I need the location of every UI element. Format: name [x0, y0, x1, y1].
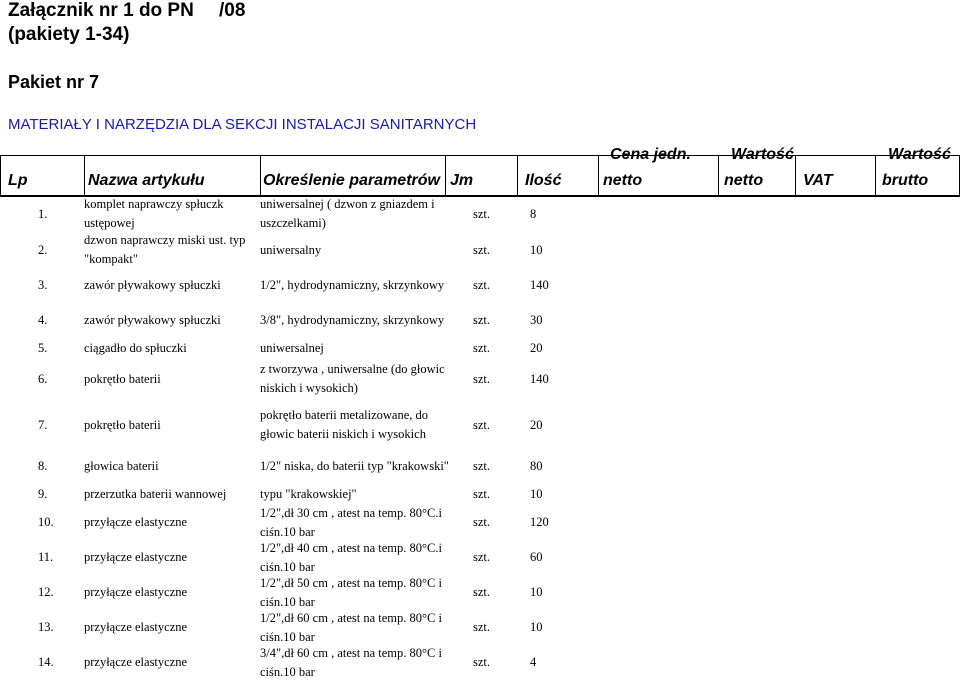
row-params-line: ciśn.10 bar: [260, 595, 315, 609]
row-jm: szt.: [473, 278, 491, 292]
col-header-vat: VAT: [803, 172, 833, 189]
row-name: zawór pływakowy spłuczki: [84, 313, 221, 327]
row-params: 1/2" niska, do baterii typ "krakowski": [260, 459, 449, 473]
row-qty: 10: [530, 585, 543, 599]
col-header-price-top: [610, 146, 691, 167]
row-lp: 12.: [38, 585, 54, 599]
row-name: ciągadło do spłuczki: [84, 341, 187, 355]
grid-line-vertical: [598, 155, 599, 196]
row-qty: 20: [530, 341, 543, 355]
grid-line-horizontal: [0, 155, 960, 156]
row-params-line: ciśn.10 bar: [260, 665, 315, 679]
row-lp: 11.: [38, 550, 54, 564]
row-qty: 10: [530, 487, 543, 501]
row-params-line: uniwersalnej ( dzwon z gniazdem i: [260, 197, 435, 211]
col-header-gross-top: [888, 146, 951, 167]
row-params-line: 1/2",dł 60 cm , atest na temp. 80°C i: [260, 611, 442, 625]
row-qty: 60: [530, 550, 543, 564]
row-params-line: pokrętło baterii metalizowane, do: [260, 408, 428, 422]
col-header-qty: Ilość: [525, 172, 562, 189]
row-jm: szt.: [473, 515, 491, 529]
row-name: pokrętło baterii: [84, 372, 161, 386]
row-params: uniwersalny: [260, 243, 322, 257]
row-params-line: 1/2",dł 30 cm , atest na temp. 80°C.i: [260, 506, 442, 520]
row-params: uniwersalnej: [260, 341, 324, 355]
row-name: pokrętło baterii: [84, 418, 161, 432]
row-params-line: niskich i wysokich): [260, 381, 358, 395]
row-params-line: głowic baterii niskich i wysokich: [260, 427, 426, 441]
row-jm: szt.: [473, 243, 491, 257]
row-name: przyłącze elastyczne: [84, 655, 188, 669]
row-params-line: ciśn.10 bar: [260, 525, 315, 539]
row-jm: szt.: [473, 585, 491, 599]
attachment-title: Załącznik nr 1 do PN: [8, 0, 194, 21]
row-qty: 140: [530, 278, 549, 292]
row-name-line: dzwon naprawczy miski ust. typ: [84, 233, 246, 247]
col-header-price-top-text: Cena jedn.: [610, 146, 691, 163]
row-name: przyłącze elastyczne: [84, 585, 188, 599]
col-header-name: Nazwa artykułu: [88, 172, 205, 189]
row-name-line: "kompakt": [84, 252, 138, 266]
row-qty: 4: [530, 655, 537, 669]
row-lp: 7.: [38, 418, 48, 432]
row-jm: szt.: [473, 487, 491, 501]
row-params-line: uszczelkami): [260, 216, 326, 230]
row-qty: 10: [530, 243, 543, 257]
col-header-net-top: [731, 146, 794, 167]
row-lp: 13.: [38, 620, 54, 634]
row-name-line: komplet naprawczy spłuczk: [84, 197, 224, 211]
section-title: MATERIAŁY I NARZĘDZIA DLA SEKCJI INSTALACJI SANITARNYCH: [8, 116, 477, 133]
row-qty: 10: [530, 620, 543, 634]
grid-line-vertical: [875, 155, 876, 196]
row-params-line: ciśn.10 bar: [260, 560, 315, 574]
row-jm: szt.: [473, 207, 491, 221]
grid-line-vertical: [260, 155, 261, 196]
row-jm: szt.: [473, 550, 491, 564]
col-header-net-top-text: Wartość: [731, 146, 794, 163]
row-lp: 14.: [38, 655, 54, 669]
row-jm: szt.: [473, 341, 491, 355]
row-jm: szt.: [473, 418, 491, 432]
row-params-line: 1/2",dł 50 cm , atest na temp. 80°C i: [260, 576, 442, 590]
row-lp: 9.: [38, 487, 48, 501]
col-header-price-bottom: netto: [603, 172, 643, 189]
row-name-line: ustępowej: [84, 216, 135, 230]
row-name: przerzutka baterii wannowej: [84, 487, 227, 501]
package-title: Pakiet nr 7: [8, 72, 100, 92]
grid-line-vertical: [718, 155, 719, 196]
row-lp: 5.: [38, 341, 48, 355]
grid-line-vertical: [445, 155, 446, 196]
row-lp: 3.: [38, 278, 48, 292]
package-range: (pakiety 1-34): [8, 24, 130, 45]
row-jm: szt.: [473, 313, 491, 327]
row-params: typu "krakowskiej": [260, 487, 357, 501]
row-qty: 30: [530, 313, 543, 327]
grid-line-vertical: [795, 155, 796, 196]
row-qty: 140: [530, 372, 549, 386]
col-header-gross-bottom: brutto: [882, 172, 929, 189]
row-jm: szt.: [473, 620, 491, 634]
row-qty: 120: [530, 515, 549, 529]
row-lp: 6.: [38, 372, 48, 386]
row-params-line: 1/2",dł 40 cm , atest na temp. 80°C.i: [260, 541, 442, 555]
row-name: przyłącze elastyczne: [84, 515, 188, 529]
row-name: głowica baterii: [84, 459, 159, 473]
row-lp: 1.: [38, 207, 48, 221]
row-lp: 10.: [38, 515, 54, 529]
row-params: 3/8", hydrodynamiczny, skrzynkowy: [260, 313, 445, 327]
row-jm: szt.: [473, 655, 491, 669]
row-lp: 8.: [38, 459, 48, 473]
row-jm: szt.: [473, 372, 491, 386]
col-header-jm: Jm: [450, 172, 474, 189]
row-lp: 4.: [38, 313, 48, 327]
row-params: 1/2", hydrodynamiczny, skrzynkowy: [260, 278, 445, 292]
row-name: przyłącze elastyczne: [84, 550, 188, 564]
col-header-gross-top-text: Wartość: [888, 146, 951, 163]
row-qty: 8: [530, 207, 537, 221]
grid-line-vertical: [517, 155, 518, 196]
row-jm: szt.: [473, 459, 491, 473]
row-name: przyłącze elastyczne: [84, 620, 188, 634]
row-lp: 2.: [38, 243, 48, 257]
attachment-number: /08: [219, 0, 246, 21]
col-header-net-bottom: netto: [724, 172, 764, 189]
row-params-line: z tworzywa , uniwersalne (do głowic: [260, 362, 445, 376]
row-qty: 20: [530, 418, 543, 432]
row-params-line: ciśn.10 bar: [260, 630, 315, 644]
grid-line-vertical: [84, 155, 85, 196]
row-name: zawór pływakowy spłuczki: [84, 278, 221, 292]
row-qty: 80: [530, 459, 543, 473]
col-header-params: Określenie parametrów: [263, 172, 440, 189]
col-header-lp: Lp: [8, 172, 28, 189]
grid-line-vertical: [0, 155, 1, 196]
row-params-line: 3/4",dł 60 cm , atest na temp. 80°C i: [260, 646, 442, 660]
